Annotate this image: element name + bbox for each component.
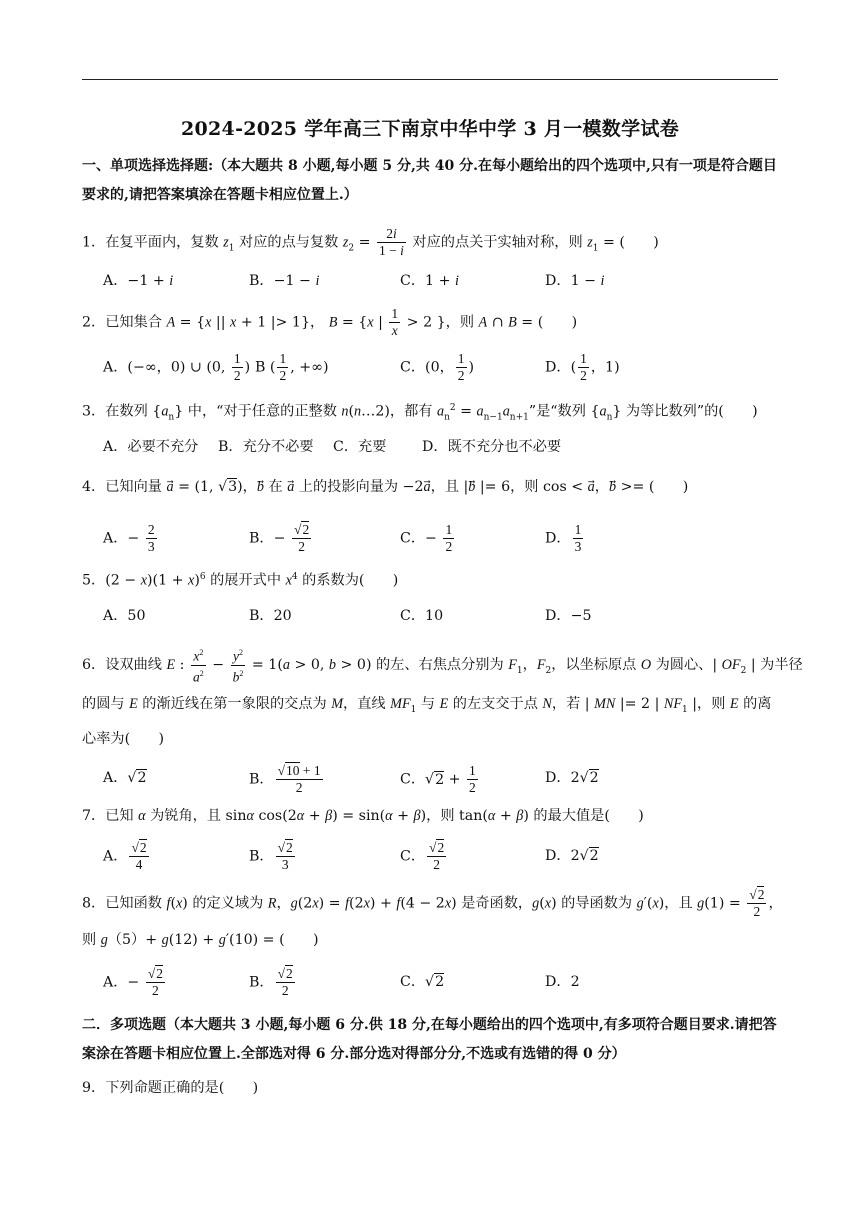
section-1-heading: 一、单项选择选择题:（本大题共 8 小题,每小题 5 分,共 40 分.在每小题给出的四个选项中,只有一项是符合题目要求的,请把答案填涂在答题卡相应位置上.） (82, 158, 777, 203)
q6-choice-b[interactable]: B． $\frac{√10 + 1}{2}$ (249, 763, 321, 795)
q3-choice-d[interactable]: D．既不充分也不必要 (422, 439, 562, 455)
question-2: 2．已知集合 A = {x || x + 1 |> 1}， B = {x | $\frac{1}{x}$ > 2 }，则 A ∩ B = ( ) (82, 306, 578, 338)
q1-choice-c[interactable]: C．1 + i (400, 273, 459, 289)
q5-choice-c[interactable]: C．10 (400, 608, 444, 624)
q5-choice-b[interactable]: B．20 (249, 608, 292, 624)
q4-choice-b[interactable]: B．− $\frac{√2}{2}$ (249, 522, 310, 554)
question-8-line-2: 则 g（5）+ g(12) + g′(10) = ( ) (82, 932, 319, 948)
q2-choice-b[interactable]: B ( $\frac{1}{2}$ , +∞) (255, 351, 329, 383)
q5-choice-d[interactable]: D．−5 (545, 608, 592, 624)
q1-choice-a[interactable]: A．−1 + i (103, 273, 174, 289)
section-2-heading: 二．多项选题（本大题共 3 小题,每小题 6 分.供 18 分,在每小题给出的四个选项中,有多项符合题目要求.请把答案涂在答题卡相应位置上.全部选对得 6 分.部分选对得部分分,不选或有选错的得 0 分） (82, 1017, 777, 1062)
question-6-line-2: 的圆与 E 的渐近线在第一象限的交点为 M，直线 $MF_1$ 与 E 的左支交于点 N，若 | MN |= 2 | $NF_1$ |，则 E 的离 (82, 696, 772, 715)
q2-choice-d[interactable]: D．( $\frac{1}{2}$ ，1) (545, 351, 620, 383)
q4-choice-a[interactable]: A．− $\frac{2}{3}$ (103, 522, 155, 554)
q7-choice-b[interactable]: B． $\frac{√2}{3}$ (249, 840, 293, 872)
question-7: 7．已知 α 为锐角，且 sinα cos(2α + β) = sin(α + β)，则 tan(α + β) 的最大值是( ) (82, 808, 644, 824)
q8-choice-c[interactable]: C．√2 (400, 974, 445, 990)
question-9: 9．下列命题正确的是( ) (82, 1080, 259, 1096)
q1-choice-b[interactable]: B．−1 − i (249, 273, 320, 289)
q3-choice-a[interactable]: A．必要不充分 (103, 439, 199, 455)
question-3: 3．在数列 $\{a_n\}$ 中，“对于任意的正整数 n(n…2)，都有 $a_n^2 = a_{n-1}a_{n+1}$”是“数列 $\{a_n\}$ 为等比数列”的( ) (82, 403, 758, 423)
question-6-line-1: 6．设双曲线 E : $\frac{x^2}{a^2}$ − $\frac{y^2}{b^2}$ = 1(a > 0, b > 0) 的左、右焦点分别为 $F_1$，$F_2$，以坐标原点 O 为圆心、| $OF_2$ | 为半径 (82, 645, 803, 685)
question-4: 4．已知向量 a⃗ = (1, √3)，b⃗ 在 a⃗ 上的投影向量为 −2a⃗，且 |b⃗ |= 6，则 cos < a⃗，b⃗ >= ( ) (82, 479, 689, 495)
q1-choice-d[interactable]: D．1 − i (545, 273, 605, 289)
q6-choice-c[interactable]: C．√2 + $\frac{1}{2}$ (400, 763, 476, 795)
q4-choice-c[interactable]: C．− $\frac{1}{2}$ (400, 522, 453, 554)
q5-choice-a[interactable]: A．50 (103, 608, 146, 624)
q8-choice-d[interactable]: D．2 (545, 974, 580, 990)
q6-choice-d[interactable]: D．2√2 (545, 770, 599, 786)
q6-choice-a[interactable]: A．√2 (103, 770, 147, 786)
q7-choice-d[interactable]: D．2√2 (545, 848, 599, 864)
q3-choice-b[interactable]: B．充分不必要 (218, 439, 314, 455)
q4-choice-d[interactable]: D． $\frac{1}{3}$ (545, 522, 582, 554)
header-rule (82, 79, 778, 80)
q8-choice-a[interactable]: A．− $\frac{√2}{2}$ (103, 966, 164, 998)
question-6-line-3: 心率为( ) (82, 731, 165, 747)
q3-choice-c[interactable]: C．充要 (333, 439, 387, 455)
q7-choice-a[interactable]: A． $\frac{√2}{4}$ (103, 840, 147, 872)
q7-choice-c[interactable]: C． $\frac{√2}{2}$ (400, 840, 445, 872)
page-title: 2024-2025 学年高三下南京中华中学 3 月一模数学试卷 (180, 118, 679, 140)
question-8-line-1: 8．已知函数 f(x) 的定义域为 R，g(2x) = f(2x) + f(4 − 2x) 是奇函数，g(x) 的导函数为 g′(x)，且 g(1) = $\frac{√2}{2}$ ， (82, 887, 783, 919)
question-5: 5．$(2 - x)(1 + x)^6$ 的展开式中 $x^4$ 的系数为( ) (82, 572, 399, 589)
q8-choice-b[interactable]: B． $\frac{√2}{2}$ (249, 966, 293, 998)
q2-choice-a[interactable]: A．(−∞，0) ∪ (0, $\frac{1}{2}$ ) (103, 351, 251, 383)
question-1: 1．在复平面内，复数 $z_1$ 对应的点与复数 $z_2$ = $\frac{2i}{1 - i}$ 对应的点关于实轴对称，则 $z_1$ = ( ) (82, 226, 659, 258)
q2-choice-c[interactable]: C．(0， $\frac{1}{2}$ ) (400, 351, 475, 383)
